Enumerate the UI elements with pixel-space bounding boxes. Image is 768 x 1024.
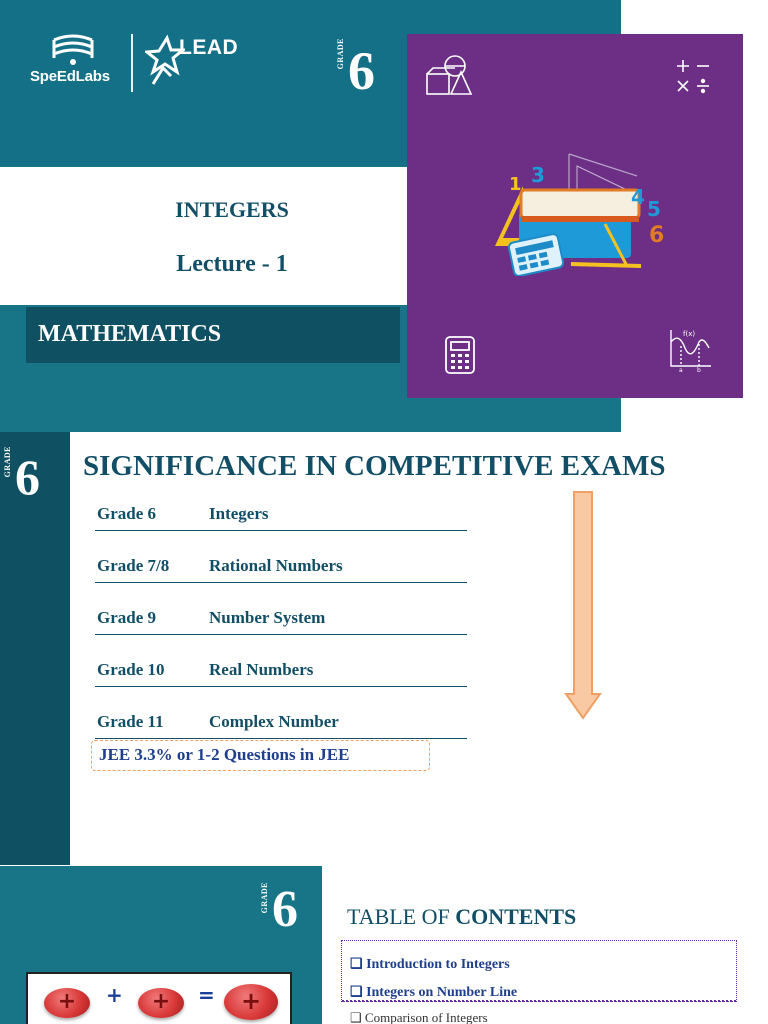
down-arrow-icon: [564, 490, 602, 720]
bullet-icon: ❑: [350, 1010, 362, 1024]
lead-logo-text: LEAD: [179, 36, 239, 59]
topic-cell: Real Numbers: [209, 660, 314, 679]
svg-text:a: a: [679, 367, 683, 372]
lead-logo: [145, 34, 255, 92]
svg-text:6: 6: [649, 223, 665, 248]
svg-text:3: 3: [531, 163, 545, 187]
logo-divider: [131, 34, 133, 92]
jee-note-box: [91, 740, 430, 771]
slide2-title: SIGNIFICANCE IN COMPETITIVE EXAMS: [83, 450, 666, 482]
equals-operator: =: [198, 983, 215, 1007]
grade-label: GRADE: [260, 882, 269, 914]
toc-heading: [347, 904, 576, 930]
subject-label: MATHEMATICS: [38, 321, 222, 347]
bullet-icon: ❑: [350, 957, 363, 972]
lesson-title: INTEGERS: [175, 197, 289, 222]
grade-badge: [336, 38, 386, 100]
toc-item-label: Integers on Number Line: [366, 985, 518, 1000]
function-graph-icon: [665, 328, 713, 372]
svg-text:f(x): f(x): [683, 330, 696, 338]
svg-text:b: b: [697, 367, 701, 372]
grade-topic-row: [95, 605, 467, 635]
grade-cell: Grade 9: [97, 608, 157, 627]
geometry-solids-icon: [425, 52, 473, 98]
grade-cell: Grade 6: [97, 504, 157, 523]
toc-item-label: Comparison of Integers: [364, 1010, 488, 1024]
toc-heading-prefix: TABLE OF: [347, 904, 456, 929]
topic-cell: Rational Numbers: [209, 556, 343, 575]
toc-item[interactable]: [350, 1010, 488, 1024]
toc-item[interactable]: [350, 984, 517, 1001]
svg-text:1: 1: [509, 174, 522, 195]
toc-heading-emphasis: CONTENTS: [455, 904, 577, 929]
grade-cell: Grade 11: [97, 712, 164, 731]
plus-operator: +: [106, 983, 123, 1007]
grade-number: 6: [348, 41, 375, 101]
math-operators-icon: [673, 56, 713, 96]
grade-badge: [260, 882, 316, 944]
topic-cell: Complex Number: [209, 712, 339, 731]
bullet-icon: ❑: [350, 985, 363, 1000]
books-and-numbers-illustration: [487, 146, 669, 276]
grade-number: 6: [15, 449, 40, 505]
positive-sign-icon: [44, 988, 90, 1018]
sign-b: +: [151, 989, 171, 1014]
title-box: [0, 167, 464, 305]
calculator-icon: [445, 336, 475, 374]
sign-a: +: [57, 989, 77, 1014]
grade-cell: Grade 10: [97, 660, 165, 679]
speedlabs-logo: [30, 30, 122, 94]
grade-topic-row: [95, 501, 467, 531]
jee-note: JEE 3.3% or 1-2 Questions in JEE: [99, 745, 350, 764]
grade-topic-row: [95, 657, 467, 687]
illustration-panel: [407, 34, 743, 398]
toc-item[interactable]: [350, 956, 510, 973]
brand-name: SpeEdLabs: [30, 68, 110, 85]
positive-sign-icon: [138, 988, 184, 1018]
sign-result: +: [240, 987, 262, 1015]
positive-sign-icon: [224, 984, 278, 1020]
svg-text:5: 5: [647, 197, 661, 221]
topic-cell: Integers: [209, 504, 269, 523]
grade-badge: [3, 446, 63, 516]
grade-topic-row: [95, 709, 467, 739]
grade-cell: Grade 7/8: [97, 556, 170, 575]
grade-number: 6: [272, 881, 298, 938]
toc-item-label: Introduction to Integers: [366, 957, 510, 972]
svg-text:4: 4: [631, 185, 645, 209]
book-logo-icon: [50, 30, 96, 66]
grade-topic-row: [95, 553, 467, 583]
grade-label: GRADE: [3, 446, 12, 478]
topic-cell: Number System: [209, 608, 326, 627]
subject-banner: [26, 307, 400, 363]
grade-label: GRADE: [336, 38, 345, 70]
sign-rule-card: [26, 972, 292, 1024]
lecture-number: Lecture - 1: [176, 251, 288, 277]
